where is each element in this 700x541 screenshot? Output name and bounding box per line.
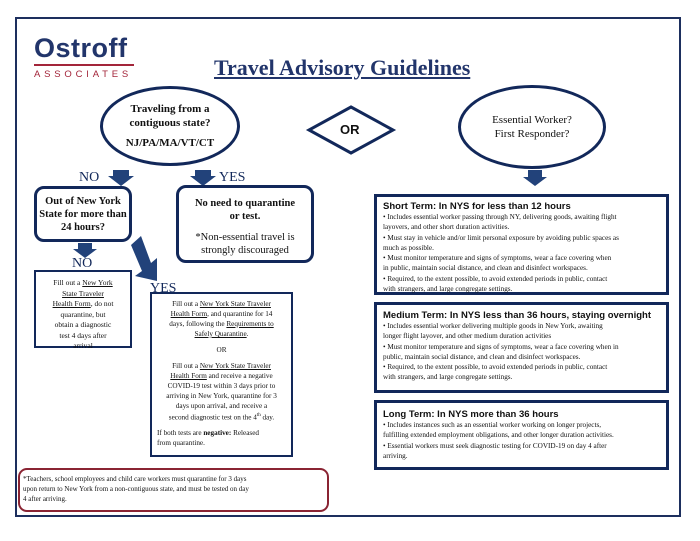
medium-term-item: • Required, to the extent possible, to avoid extended periods in public, contact: [383, 363, 608, 372]
no-text-1: Fill out a: [53, 278, 81, 287]
no-text-6: arrival: [73, 341, 93, 350]
medium-term-item: • Must monitor temperature and signs of symptoms, wear a face covering when in: [383, 342, 619, 351]
noq-line2: or test.: [229, 211, 261, 222]
short-term-heading: Short Term: In NYS for less than 12 hours: [383, 201, 571, 212]
yes-c-bold: negative:: [203, 429, 232, 438]
yes-b5: days upon arrival, and receive a: [175, 402, 268, 410]
long-term-item: • Includes instances such as an essential worker working on longer projects,: [383, 421, 602, 429]
yes-c3: from quarantine.: [157, 439, 205, 448]
logo-subtitle: ASSOCIATES: [34, 69, 133, 80]
noq-line1: No need to quarantine: [194, 198, 296, 209]
yes-c2: Released: [231, 429, 260, 438]
yes-form-link-a2[interactable]: Health Form: [170, 310, 208, 318]
yes-or: OR: [216, 346, 227, 354]
medium-term-box: [374, 302, 669, 393]
yes-a1: Fill out a: [172, 300, 199, 308]
no-text-4: obtain a diagnostic: [54, 320, 112, 329]
label-yes: YES: [219, 170, 246, 185]
yes-form-link-b2[interactable]: Health Form: [170, 372, 207, 380]
note-line1: *Teachers, school employees and child care workers must quarantine for 3 days: [23, 475, 247, 483]
yes-b6: second diagnostic test on the 4: [168, 413, 257, 422]
long-term-box: [374, 400, 669, 470]
medium-term-item: with strangers, and large congregate settings.: [383, 373, 513, 382]
yes-b6-sup: th: [256, 413, 261, 418]
yes-outcome-box: [150, 292, 293, 457]
arrow-down-right: [523, 170, 547, 186]
q1-states: NJ/PA/MA/VT/CT: [125, 137, 215, 149]
label-no: NO: [79, 170, 100, 185]
short-term-item: with strangers, and large congregate settings.: [383, 285, 513, 294]
yes-a2: , and quarantine for 14: [207, 310, 273, 318]
yes-b2: and receive a negative: [208, 372, 273, 380]
traveler-health-form-link-3[interactable]: Health Form: [52, 299, 91, 308]
traveler-health-form-link-2[interactable]: State Traveler: [62, 288, 104, 298]
short-term-item: • Must monitor temperature and signs of symptoms, wear a face covering when: [383, 254, 612, 263]
contiguous-state-question: [100, 86, 240, 166]
out-line2: State for more than: [39, 209, 127, 220]
no-outcome-box: [34, 270, 132, 348]
page-title: Travel Advisory Guidelines: [214, 55, 471, 80]
or-label: OR: [340, 122, 360, 137]
arrow-down-yes: [190, 170, 216, 186]
noq-line4: strongly discouraged: [201, 245, 289, 256]
yes-b6-end: day.: [260, 413, 275, 422]
long-term-item: arriving.: [383, 451, 408, 460]
arrow-down-no: [108, 170, 134, 186]
no-text-2: , do not: [90, 299, 114, 308]
long-term-item: fulfilling extended employment obligations, and other longer duration activities.: [383, 431, 614, 440]
yes-b4: arriving in New York, quarantine for 3: [166, 392, 277, 400]
arrow-diagonal-yes: [131, 236, 157, 281]
note-line2: upon return to New York from a non-contiguous state, and must be tested on day: [23, 485, 249, 493]
long-term-item: • Essential workers must seek diagnostic testing for COVID-19 on day 4 after: [383, 441, 607, 450]
no-text-3: quarantine, but: [60, 309, 106, 319]
short-term-item: • Includes essential worker passing through NY, delivering goods, awaiting flight: [383, 213, 617, 221]
quarantine-requirements-link-2[interactable]: Safely Quarantine: [194, 330, 247, 338]
medium-term-heading: Medium Term: In NYS less than 36 hours, staying overnight: [383, 310, 651, 321]
traveler-health-form-link[interactable]: New York: [82, 278, 113, 287]
yes-b1: Fill out a: [172, 362, 199, 370]
medium-term-item: longer flight layover, and other medium duration activities: [383, 332, 552, 341]
short-term-item: in public, maintain social distance, and clean and disinfect workspaces.: [383, 264, 588, 273]
yes-b3: COVID-19 test within 3 days prior to: [167, 382, 276, 390]
short-term-item: layovers, and other short duration activities.: [383, 223, 510, 232]
yes-form-link-b[interactable]: New York State Traveler: [199, 362, 271, 370]
teachers-note-box: [18, 468, 329, 512]
noq-line3: *Non-essential travel is: [195, 232, 295, 243]
out-line1: Out of New York: [45, 196, 121, 207]
logo-name: Ostroff: [34, 33, 128, 63]
label-no-2: NO: [72, 256, 93, 271]
no-quarantine-box: [176, 185, 314, 263]
q2-line2: First Responder?: [494, 128, 570, 140]
yes-form-link-a[interactable]: New York State Traveler: [199, 300, 271, 308]
note-line3: 4 after arriving.: [23, 495, 67, 503]
medium-term-item: • Includes essential worker delivering multiple goods in New York, awaiting: [383, 322, 603, 330]
out-line3: 24 hours?: [60, 222, 106, 233]
out-of-state-box: [34, 186, 132, 242]
short-term-item: much as possible.: [383, 243, 434, 252]
q1-line1: Traveling from a: [130, 103, 210, 115]
label-yes-2: YES: [150, 281, 177, 296]
short-term-item: • Must stay in vehicle and/or limit personal exposure by avoiding public spaces as: [383, 233, 619, 242]
yes-a3: days, following the: [169, 320, 225, 328]
yes-a4: .: [246, 330, 249, 338]
no-text-5: test 4 days after: [59, 330, 107, 340]
q2-line1: Essential Worker?: [492, 114, 572, 126]
q1-line2: contiguous state?: [129, 117, 211, 129]
short-term-box: [374, 194, 669, 295]
medium-term-item: public, maintain social distance, and clean and disinfect workspaces.: [383, 352, 581, 361]
short-term-item: • Required, to the extent possible, to avoid extended periods in public, contact: [383, 274, 608, 283]
long-term-heading: Long Term: In NYS more than 36 hours: [383, 409, 559, 420]
essential-worker-question: [458, 85, 606, 169]
quarantine-requirements-link[interactable]: Requirements to: [226, 320, 274, 328]
yes-c1: If both tests are: [157, 429, 204, 438]
